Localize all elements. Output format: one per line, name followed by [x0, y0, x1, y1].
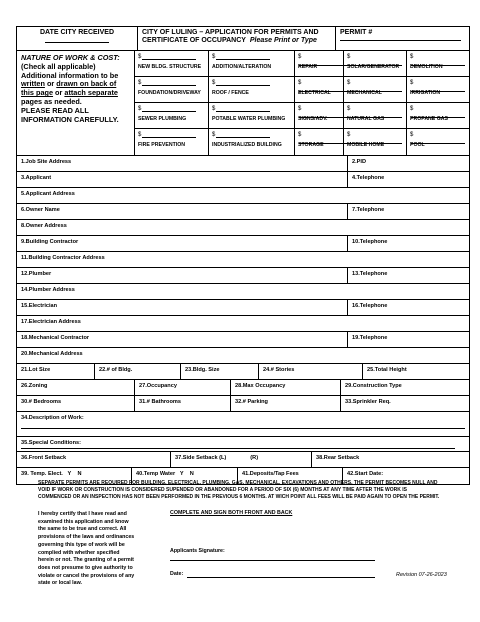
row-plumber-address [17, 284, 469, 300]
deposits-field[interactable]: 41.Deposits/Tap Fees [238, 468, 343, 484]
cost-item-fire-prevention[interactable] [135, 129, 209, 155]
cost-item-natural-gas[interactable] [344, 103, 407, 129]
telephone10-field[interactable]: 10.Telephone [352, 239, 388, 245]
cost-amount[interactable] [298, 106, 341, 115]
nature-line6: pages as needed. [21, 96, 82, 106]
row-bc-address [17, 252, 469, 268]
currency-sign: $ [410, 106, 414, 112]
cost-item-foundation-driveway[interactable] [135, 77, 209, 103]
telephone16-field[interactable]: 16.Telephone [352, 303, 388, 309]
cost-underline [216, 59, 270, 60]
form-title [138, 27, 336, 50]
cost-item-mechanical[interactable] [344, 77, 407, 103]
nature-drawn: drawn on back of [56, 79, 117, 89]
cost-underline [142, 59, 196, 60]
cost-item-new-bldg-structure[interactable] [135, 51, 209, 77]
permit-number-line [340, 40, 461, 41]
mech-address-field[interactable]: 20.Mechanical Address [21, 351, 83, 357]
mech-contractor-field[interactable]: 18.Mechanical Contractor [17, 332, 348, 347]
certify-line: complied with whether specified [38, 549, 120, 556]
cost-underline [216, 137, 270, 138]
cost-item-label: NATURAL GAS [347, 116, 385, 122]
cost-item-potable-water-plumbing[interactable] [209, 103, 295, 129]
currency-sign: $ [347, 80, 351, 86]
currency-sign: $ [138, 106, 142, 112]
side-setback-field[interactable] [171, 452, 312, 467]
cost-amount[interactable] [138, 132, 206, 141]
certify-line: does not presume to give authority to [38, 564, 133, 571]
certify-line: examined this application and know [38, 518, 129, 525]
building-contractor-field[interactable]: 9.Building Contractor [17, 236, 348, 251]
currency-sign: $ [212, 54, 216, 60]
cost-item-label: SIGNS/ADV. [298, 116, 328, 122]
num-bldg-field[interactable]: 22.# of Bldg. [95, 364, 181, 379]
permit-number-cell[interactable] [336, 27, 469, 50]
certify-line: state or local law. [38, 580, 82, 587]
cost-item-label: FIRE PREVENTION [138, 142, 185, 148]
nature-written: written [21, 79, 45, 89]
nature-or1: or [44, 79, 57, 89]
cost-item-label: REPAIR [298, 64, 318, 70]
bc-address-field[interactable]: 11.Building Contractor Address [21, 255, 105, 261]
cost-item-signs-adv[interactable] [295, 103, 344, 129]
form-header [17, 27, 469, 51]
currency-sign: $ [212, 106, 216, 112]
cost-item-label: SEWER PLUMBING [138, 116, 187, 122]
plumber-field[interactable]: 12.Plumber [17, 268, 348, 283]
cost-item-solar-generator[interactable] [344, 51, 407, 77]
cost-item-pool[interactable] [407, 129, 469, 155]
description-label: 34.Description of Work: [21, 415, 84, 421]
currency-sign: $ [410, 54, 414, 60]
date-label: Date: [170, 571, 184, 577]
cost-amount[interactable] [138, 80, 206, 89]
cost-item-label: POOL [410, 142, 425, 148]
nature-heading: NATURE OF WORK & COST: [21, 53, 120, 62]
cost-item-irrigation[interactable] [407, 77, 469, 103]
cost-item-label: ROOF / FENCE [212, 90, 249, 96]
cost-amount[interactable] [138, 54, 206, 63]
cost-item-industrialized-building[interactable] [209, 129, 295, 155]
currency-sign: $ [298, 106, 302, 112]
cost-amount[interactable] [212, 106, 292, 115]
stories-field[interactable]: 24.# Stories [259, 364, 363, 379]
notice-line3: COMMENCED OR AN INSPECTION HAS NOT BEEN PERFORMED IN THE PREVIOUS 6 MONTHS. AT WICH POINT ALL FEES WILL BE PAID AGAIN TO OPEN THE PERMIT. [38, 494, 440, 500]
currency-sign: $ [347, 132, 351, 138]
cost-item-label: FOUNDATION/DRIVEWAY [138, 90, 201, 96]
currency-sign: $ [212, 132, 216, 138]
total-height-field[interactable]: 25.Total Height [367, 367, 407, 373]
currency-sign: $ [347, 106, 351, 112]
pid-field[interactable]: 2.PID [352, 159, 366, 165]
row-description [17, 412, 469, 437]
temp-elect-label: 39. Temp. Elect. [21, 471, 63, 477]
special-line [21, 448, 455, 449]
row-applicant [17, 172, 469, 188]
temp-water-yes[interactable]: Y [179, 471, 184, 477]
parking-field[interactable]: 32.# Parking [231, 396, 341, 411]
revision-label: Revision 07-26-2023 [396, 572, 447, 578]
permit-form [16, 26, 470, 485]
temp-water-label: 40.Temp Water [136, 471, 176, 477]
nature-line3: Additional information to be [21, 70, 119, 80]
currency-sign: $ [410, 80, 414, 86]
currency-sign: $ [138, 54, 142, 60]
cost-item-propane-gas[interactable] [407, 103, 469, 129]
certify-line: the same to be true and correct. All [38, 526, 127, 533]
owner-address-field[interactable]: 8.Owner Address [21, 223, 67, 229]
certify-line: herein or not. The granting of a permit [38, 557, 134, 564]
permit-number-label: PERMIT # [340, 29, 373, 36]
title-note: Please Print or Type [249, 37, 317, 44]
max-occupancy-field[interactable]: 28.Max Occupancy [231, 380, 341, 395]
occupancy-field[interactable]: 27.Occupancy [135, 380, 231, 395]
cost-amount[interactable] [138, 106, 206, 115]
nature-line2: (Check all applicable) [21, 61, 96, 71]
bedrooms-field[interactable]: 30.# Bedrooms [17, 396, 135, 411]
currency-sign: $ [347, 54, 351, 60]
certify-line: I hereby certify that I have read and [38, 511, 127, 517]
row-owner [17, 204, 469, 220]
cost-amount[interactable] [298, 132, 341, 141]
cost-item-label: ELECTRICAL [298, 90, 331, 96]
plumber-address-field[interactable]: 14.Plumber Address [21, 287, 75, 293]
currency-sign: $ [298, 132, 302, 138]
cost-amount[interactable] [212, 80, 292, 89]
sprinkler-field[interactable]: 33.Sprinkler Req. [345, 399, 391, 405]
notice-line2: VOID IF WORK OR CONSTRUCTION IS CONSIDERED SUPENDED OR ABANDONED FOR A PERIOD OF SIX (6) MONTHS AT ANY TIME AFTER THE WORK IS [38, 487, 407, 493]
bldg-size-field[interactable]: 23.Bldg. Size [181, 364, 259, 379]
cost-amount[interactable] [212, 54, 292, 63]
temp-elect-no[interactable]: N [77, 471, 82, 477]
description-line [21, 428, 465, 429]
row-lot [17, 364, 469, 380]
date-received-label: DATE CITY RECEIVED [39, 29, 115, 36]
date-line[interactable] [187, 577, 375, 578]
side-setback-label: 37.Side Setback (L) [175, 455, 227, 461]
telephone13-field[interactable]: 13.Telephone [352, 271, 388, 277]
description-field[interactable] [17, 412, 469, 436]
certify-line: governing this type of work will be [38, 541, 125, 548]
cost-item-electrical[interactable] [295, 77, 344, 103]
signature-line[interactable] [170, 560, 375, 561]
cost-item-addition-alteration[interactable] [209, 51, 295, 77]
nature-instructions [17, 51, 135, 155]
cost-amount[interactable] [347, 132, 404, 141]
telephone7-field[interactable]: 7.Telephone [352, 207, 385, 213]
cost-item-label: POTABLE WATER PLUMBING [212, 116, 286, 122]
cost-item-label: INDUSTRIALIZED BUILDING [212, 142, 282, 148]
nature-or2: or [53, 88, 65, 98]
date-received-cell[interactable] [17, 27, 138, 50]
cost-underline [216, 111, 270, 112]
cost-amount[interactable] [347, 106, 404, 115]
row-mech-address [17, 348, 469, 364]
job-site-field[interactable]: 1.Job Site Address [17, 156, 348, 171]
row-rooms [17, 396, 469, 412]
nature-attach: attach separate [64, 88, 118, 98]
currency-sign: $ [138, 132, 142, 138]
cost-item-label: PROPANE GAS [410, 116, 448, 122]
permit-notice [38, 480, 458, 501]
row-electrician-address [17, 316, 469, 332]
side-setback-r-label: (R) [250, 455, 259, 461]
cost-item-label: SOLAR/GENERATOR [347, 64, 400, 70]
row-building-contractor [17, 236, 469, 252]
cost-item-roof-fence[interactable] [209, 77, 295, 103]
special-label: 35.Special Conditions: [21, 440, 81, 446]
cost-item-label: ADDITION/ALTERATION [212, 64, 272, 70]
sign-heading: COMPLETE AND SIGN BOTH FRONT AND BACK [170, 510, 293, 516]
telephone19-field[interactable]: 19.Telephone [352, 335, 388, 341]
cost-underline [142, 111, 196, 112]
cost-amount[interactable] [410, 106, 467, 115]
cost-item-repair[interactable] [295, 51, 344, 77]
cost-amount[interactable] [410, 54, 467, 63]
title-line1: CITY OF LULING – APPLICATION FOR PERMITS AND [142, 29, 319, 36]
applicant-field[interactable]: 3.Applicant [17, 172, 348, 187]
nature-line8: INFORMATION CAREFULLY. [21, 114, 119, 124]
cost-item-storage[interactable] [295, 129, 344, 155]
cost-item-demolition[interactable] [407, 51, 469, 77]
row-plumber [17, 268, 469, 284]
applicant-address-field[interactable]: 5.Applicant Address [21, 191, 75, 197]
date-received-line [45, 42, 109, 43]
currency-sign: $ [298, 80, 302, 86]
certify-line: violate or cancel the provisions of any [38, 572, 135, 579]
cost-item-sewer-plumbing[interactable] [135, 103, 209, 129]
zoning-field[interactable]: 26.Zoning [17, 380, 135, 395]
currency-sign: $ [298, 54, 302, 60]
row-job-site [17, 156, 469, 172]
cost-grid [135, 51, 469, 155]
electrician-field[interactable]: 15.Electrician [17, 300, 348, 315]
electrician-address-field[interactable]: 17.Electrician Address [21, 319, 81, 325]
signature-label: Applicants Signature: [170, 548, 225, 554]
nature-this-page: this page [21, 88, 54, 98]
cost-underline [142, 85, 196, 86]
temp-water-no[interactable]: N [189, 471, 194, 477]
cost-underline [142, 137, 196, 138]
cost-item-label: STORAGE [298, 142, 324, 148]
notice-line1: SEPARATE PERMITS ARE REQUIRED FOR BUILDING, ELECTRICAL, PLUMBING, GAS, MECHANICAL, EXCAVATIONS AND OTHERS. THE PERMIT BECOMES NULL AND [38, 480, 438, 486]
cost-amount[interactable] [347, 80, 404, 89]
cost-amount[interactable] [410, 132, 467, 141]
row-setbacks [17, 452, 469, 468]
cost-amount[interactable] [212, 132, 292, 141]
cost-amount[interactable] [298, 80, 341, 89]
row-owner-address [17, 220, 469, 236]
cost-item-mobile-home[interactable] [344, 129, 407, 155]
row-mech-contractor [17, 332, 469, 348]
nature-line7: PLEASE READ ALL [21, 105, 89, 115]
cost-item-label: MOBILE HOME [347, 142, 385, 148]
special-conditions-field[interactable] [17, 437, 469, 451]
currency-sign: $ [212, 80, 216, 86]
row-special [17, 437, 469, 452]
construction-type-field[interactable]: 29.Construction Type [345, 383, 402, 389]
bathrooms-field[interactable]: 31.# Bathrooms [135, 396, 231, 411]
cost-item-label: IRRIGATION [410, 90, 441, 96]
lot-size-field[interactable]: 21.Lot Size [17, 364, 95, 379]
cost-item-label: NEW BLDG. STRUCTURE [138, 64, 202, 70]
owner-name-field[interactable]: 6.Owner Name [17, 204, 348, 219]
row-zoning [17, 380, 469, 396]
cost-amount[interactable] [410, 80, 467, 89]
certify-line: provisions of the laws and ordinances [38, 534, 135, 541]
title-line2: CERTIFICATE OF OCCUPANCY [142, 37, 246, 44]
telephone4-field[interactable]: 4.Telephone [352, 175, 385, 181]
cost-item-label: MECHANICAL [347, 90, 382, 96]
rear-setback-field[interactable]: 38.Rear Setback [316, 455, 360, 461]
start-date-field[interactable]: 42.Start Date: [347, 471, 384, 477]
certification-text [38, 511, 163, 588]
cost-item-label: DEMOLITION [410, 64, 443, 70]
nature-of-work-section [17, 51, 469, 156]
cost-amount[interactable] [347, 54, 404, 63]
temp-elect-yes[interactable]: Y [67, 471, 72, 477]
currency-sign: $ [138, 80, 142, 86]
cost-amount[interactable] [298, 54, 341, 63]
currency-sign: $ [410, 132, 414, 138]
row-electrician [17, 300, 469, 316]
front-setback-field[interactable]: 36.Front Setback [17, 452, 171, 467]
cost-underline [216, 85, 270, 86]
row-applicant-address [17, 188, 469, 204]
